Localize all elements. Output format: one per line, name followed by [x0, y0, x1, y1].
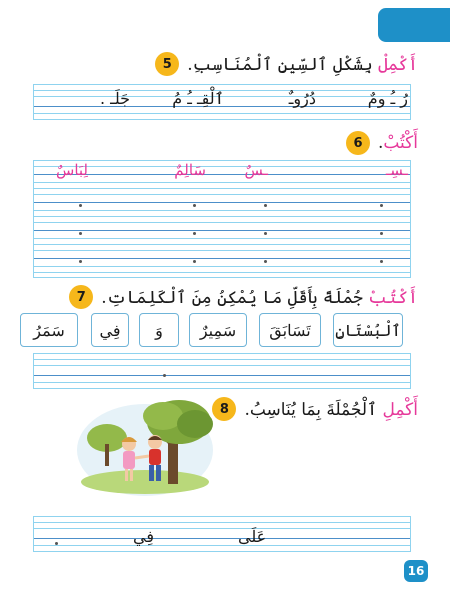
exercise-8-header: [212, 397, 418, 421]
exercise-5-header: [155, 52, 418, 76]
ex5-item-2[interactable]: دُرُوـٌ: [288, 89, 316, 108]
exercise-6-lines: [33, 160, 411, 278]
exercise-7-verb: أَكْتُبْ: [368, 287, 418, 308]
word-card-1[interactable]: ٱلْبُسْتَانِ: [333, 313, 403, 347]
word-card-3[interactable]: سَمِيرٌ: [189, 313, 247, 347]
ex8-word-1: عَلَى: [238, 527, 267, 546]
exercise-7-header: [69, 285, 418, 309]
exercise-5-number: 5: [155, 52, 179, 76]
exercise-7-lines: [33, 353, 411, 389]
exercise-5-text: بِشَكْلِ ٱلسِّينِ ٱلْمُنَاسِبِ.: [187, 54, 379, 75]
exercise-7-number: 7: [69, 285, 93, 309]
children-under-tree-illustration: [75, 398, 215, 498]
chapter-tab: [378, 8, 450, 42]
exercise-6-header: [346, 131, 418, 155]
ex6-model-1: ـسِـ: [385, 161, 408, 179]
word-card-4[interactable]: وَ: [139, 313, 179, 347]
ex6-model-3: سَالِمٌ: [174, 161, 206, 179]
exercise-6-number: 6: [346, 131, 370, 155]
exercise-8-instruction: [244, 399, 418, 420]
ex5-item-3[interactable]: ٱلْقِـ ـُ مُ: [172, 89, 224, 108]
exercise-8-verb: أَكْمِلِ: [382, 399, 418, 420]
word-card-6[interactable]: سَمَرُ: [20, 313, 78, 347]
exercise-8-lines: [33, 516, 411, 552]
ex8-word-2: فِي: [133, 527, 154, 546]
ex5-item-4[interactable]: جَلَـ .: [99, 89, 130, 108]
ex6-model-2: ـسٌ: [244, 161, 268, 179]
page-number: 16: [404, 560, 428, 582]
exercise-5-verb: أَكْمِلْ: [378, 54, 418, 75]
exercise-7-text: جُمْلَةً بِأَقَلِّ مَا يُمْكِنُ مِنَ ٱلْكَلِمَاتِ.: [101, 287, 369, 308]
exercise-6-instruction: [378, 133, 418, 153]
exercise-6-text: .: [377, 133, 384, 153]
ex6-model-4: لِبَاسٌ: [56, 161, 88, 179]
ex5-item-1[interactable]: رُ ـُ ومٌ: [367, 89, 408, 108]
word-card-2[interactable]: تَسَابَقَ: [259, 313, 321, 347]
exercise-5-instruction: [187, 54, 418, 75]
exercise-8-number: 8: [212, 397, 236, 421]
exercise-8-text: ٱلْجُمْلَةَ بِمَا يُنَاسِبُ.: [244, 399, 383, 420]
exercise-6-verb: أَكْتُبْ: [383, 133, 418, 153]
word-card-5[interactable]: فِي: [91, 313, 129, 347]
exercise-7-instruction: [101, 287, 418, 308]
